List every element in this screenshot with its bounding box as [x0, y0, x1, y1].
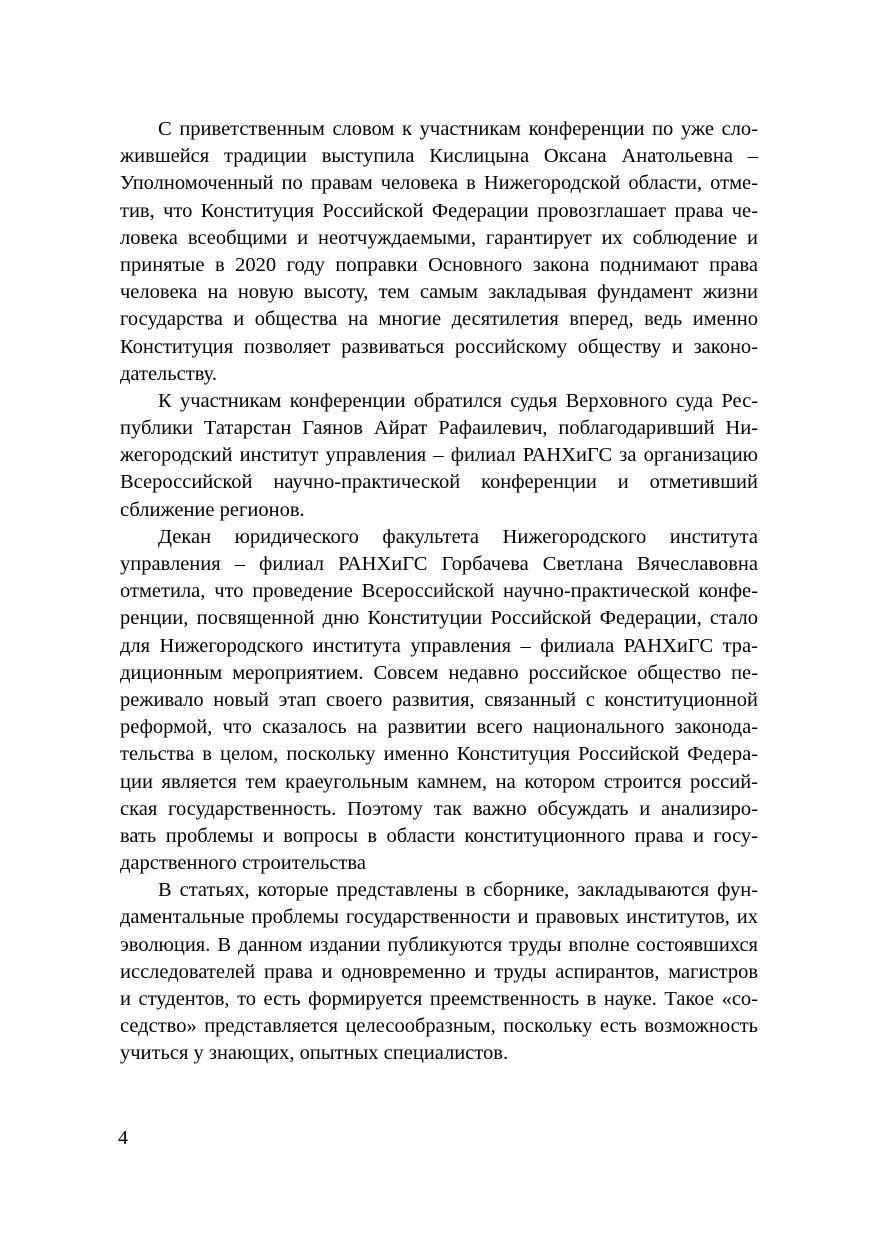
text-line: государства и общества на многие десятилетия вперед, ведь именно: [120, 308, 758, 331]
text-line: жегородский институт управления – филиал РАНХиГС за организацию: [120, 444, 758, 467]
text-line: учиться у знающих, опытных специалистов.: [120, 1042, 509, 1065]
text-line: Уполномоченный по правам человека в Нижегородской области, отме-: [120, 172, 758, 195]
text-line: эволюция. В данном издании публикуются труды вполне состоявшихся: [120, 933, 758, 956]
text-line: ренции, посвященной дню Конституции Российской Федерации, стало: [120, 607, 758, 630]
text-line: жившейся традиции выступила Кислицына Оксана Анатольевна –: [120, 145, 758, 168]
text-line: тив, что Конституция Российской Федерации провозглашает права че-: [120, 199, 758, 222]
page-number: 4: [118, 1127, 128, 1149]
paragraph-2: [120, 388, 758, 524]
text-line: человека на новую высоту, тем самым закладывая фундамент жизни: [120, 281, 758, 304]
text-line: С приветственным словом к участникам конференции по уже сло-: [158, 118, 758, 140]
text-line: ции является тем краеугольным камнем, на котором строится россий-: [120, 770, 758, 793]
text-line: дательству.: [120, 362, 217, 385]
text-line: принятые в 2020 году поправки Основного закона поднимают права: [120, 253, 758, 276]
paragraph-4: [120, 877, 758, 1067]
text-line: даментальные проблемы государственности и правовых институтов, их: [120, 906, 758, 929]
text-line: диционным мероприятием. Совсем недавно российское общество пе-: [120, 661, 758, 684]
paragraph-3: [120, 524, 758, 877]
text-line: и студентов, то есть формируется преемственность в науке. Такое «со-: [120, 988, 758, 1010]
body-text: [120, 116, 758, 1068]
text-line: управления – филиал РАНХиГС Горбачева Светлана Вячеславовна: [120, 553, 758, 575]
text-line: дарственного строительства: [120, 852, 366, 875]
text-line: ловека всеобщими и неотчуждаемыми, гарантирует их соблюдение и: [120, 226, 758, 249]
text-line: сближение регионов.: [120, 498, 305, 521]
text-line: Декан юридического факультета Нижегородского института: [158, 525, 758, 548]
paragraph-1: [120, 116, 758, 388]
text-line: Конституция позволяет развиваться российскому обществу и законо-: [120, 335, 758, 358]
text-line: тельства в целом, поскольку именно Конституция Российской Федера-: [120, 743, 758, 766]
text-line: седство» представляется целесообразным, поскольку есть возможность: [120, 1015, 758, 1038]
text-line: отметила, что проведение Всероссийской научно-практической конфе-: [120, 580, 758, 603]
text-line: публики Татарстан Гаянов Айрат Рафаилевич, поблагодаривший Ни-: [120, 417, 758, 440]
text-line: реформой, что сказалось на развитии всего национального законода-: [120, 716, 758, 739]
text-line: В статьях, которые представлены в сборнике, закладываются фун-: [158, 879, 758, 902]
text-line: реживало новый этап своего развития, связанный с конституционной: [120, 688, 758, 711]
text-line: Всероссийской научно-практической конференции и отметивший: [120, 471, 758, 494]
text-line: вать проблемы и вопросы в области конституционного права и госу-: [120, 824, 758, 847]
text-line: ская государственность. Поэтому так важно обсуждать и анализиро-: [120, 797, 758, 820]
text-line: исследователей права и одновременно и труды аспирантов, магистров: [120, 960, 758, 983]
text-line: для Нижегородского института управления – филиала РАНХиГС тра-: [120, 634, 758, 657]
text-line: К участникам конференции обратился судья Верховного суда Рес-: [158, 389, 758, 412]
